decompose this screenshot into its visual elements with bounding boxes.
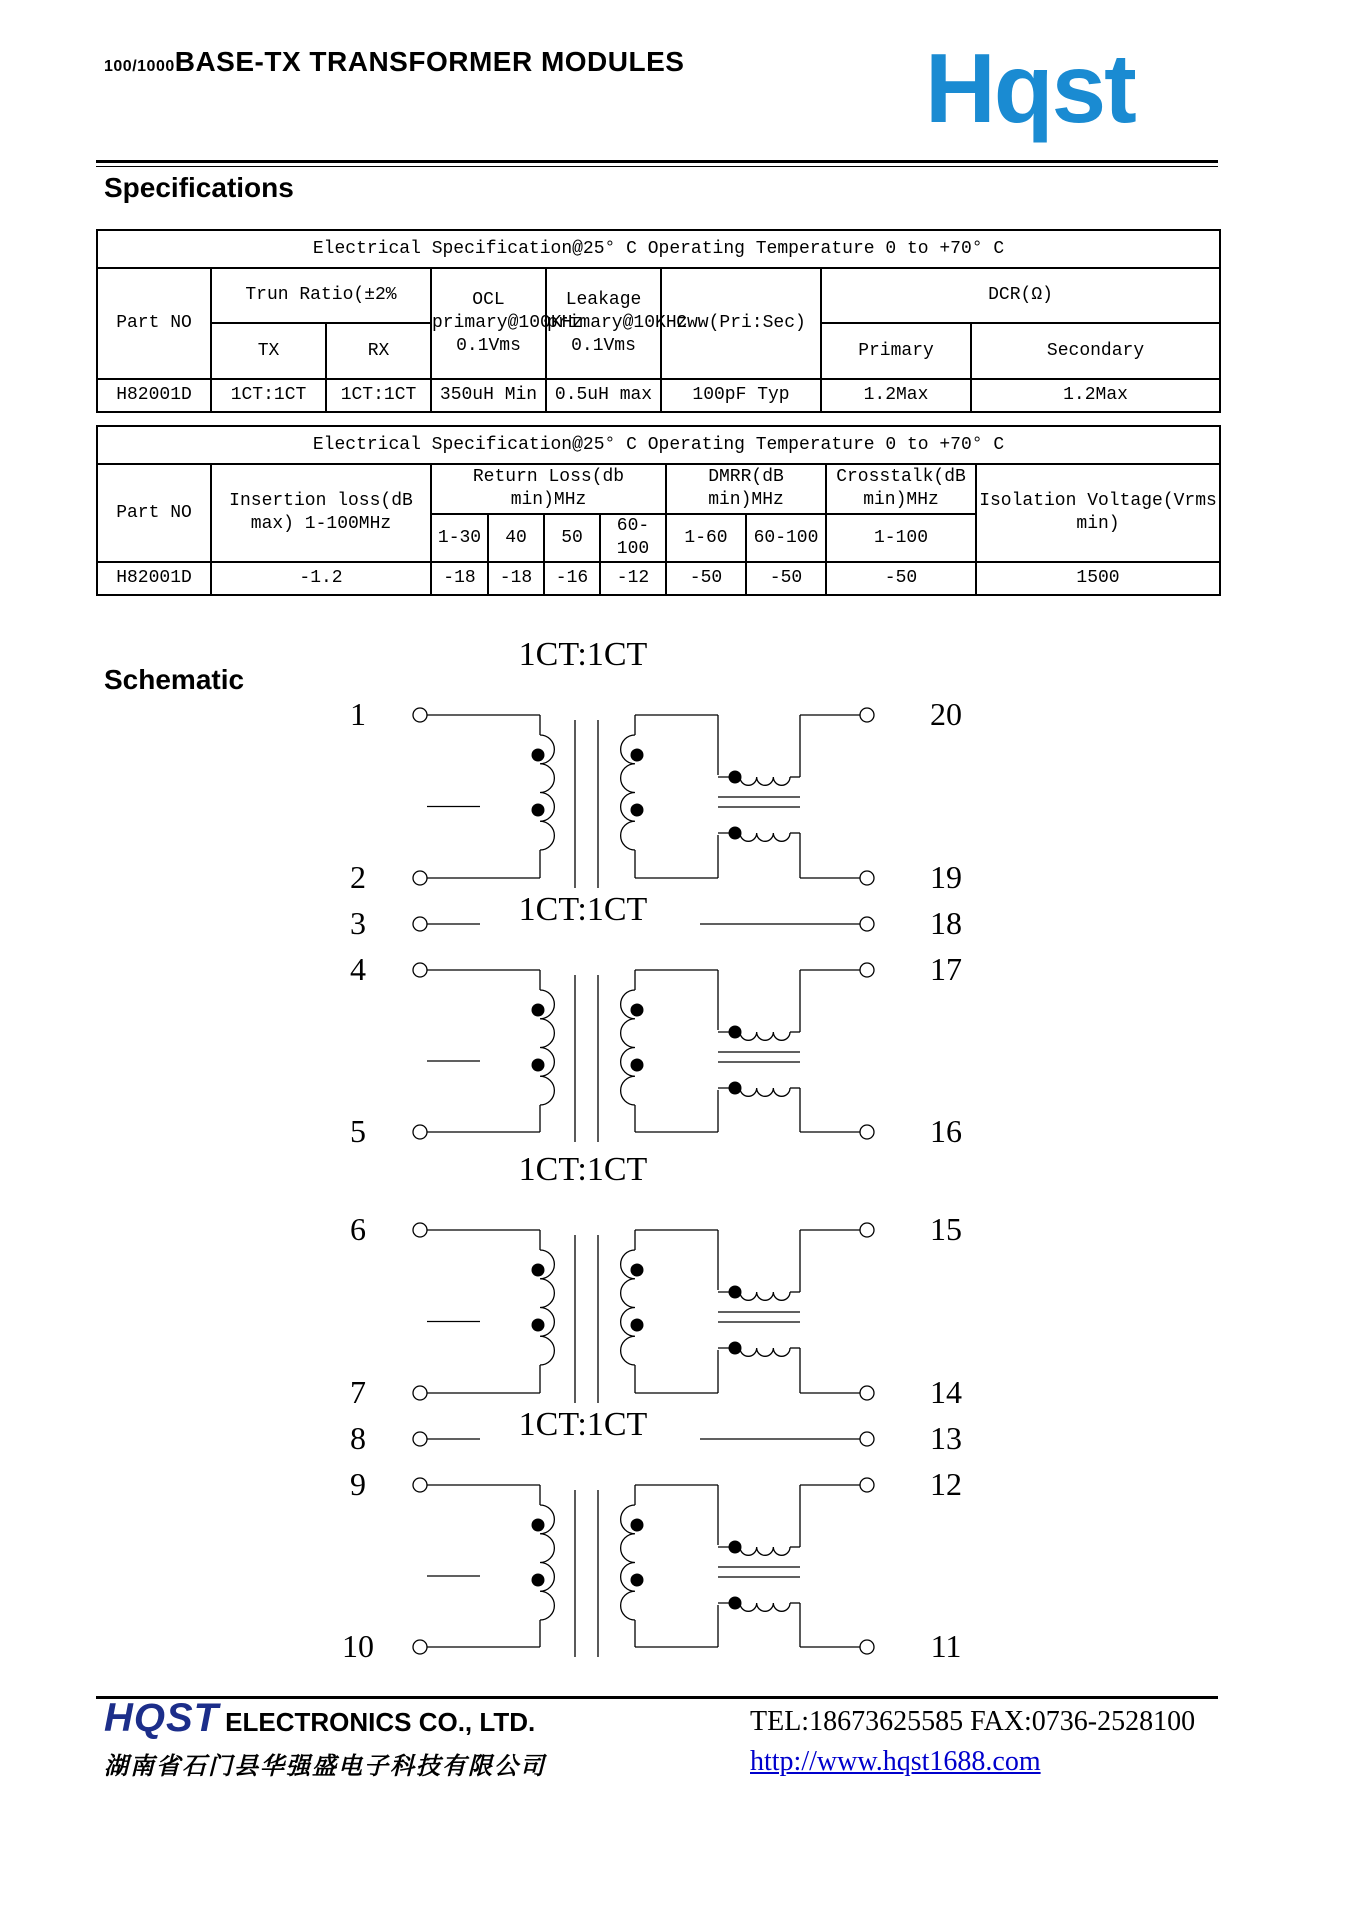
pin-number-left: 8 <box>350 1420 366 1456</box>
cell-part: H82001D <box>97 379 211 412</box>
cell-tx: 1CT:1CT <box>211 379 326 412</box>
cell-insertion: -1.2 <box>211 562 431 595</box>
dmrr-sub-2: 60-100 <box>746 514 826 562</box>
cell-ret-1: -18 <box>431 562 488 595</box>
pin-terminal <box>860 963 874 977</box>
pin-terminal <box>413 1386 427 1400</box>
cell-primary: 1.2Max <box>821 379 971 412</box>
pin-terminal <box>413 1640 427 1654</box>
header-rule-thin <box>96 166 1218 167</box>
schematic-diagram <box>330 636 1030 1670</box>
table2-col-part: Part NO <box>97 464 211 562</box>
hqst-logo <box>925 33 1185 150</box>
pin-terminal <box>413 871 427 885</box>
choke-winding <box>740 777 790 785</box>
choke-winding <box>740 1032 790 1040</box>
pin-number-left: 1 <box>350 696 366 732</box>
choke-winding <box>740 1088 790 1096</box>
cell-secondary: 1.2Max <box>971 379 1220 412</box>
polarity-dot <box>532 1004 545 1017</box>
specifications-heading: Specifications <box>104 172 294 203</box>
pin-terminal <box>413 1432 427 1446</box>
choke-winding <box>740 1547 790 1555</box>
turns-ratio-label: 1CT:1CT <box>518 1406 648 1443</box>
pin-number-right: 20 <box>930 696 962 732</box>
pin-terminal <box>860 1386 874 1400</box>
table1-col-ocl: OCL primary@100KHz 0.1Vms <box>431 268 546 379</box>
footer-chinese-name: 湖南省石门县华强盛电子科技有限公司 <box>104 1753 546 1780</box>
polarity-dot <box>532 804 545 817</box>
polarity-dot <box>532 1264 545 1277</box>
pin-terminal <box>413 1125 427 1139</box>
pin-number-left: 10 <box>342 1628 374 1664</box>
pin-terminal <box>860 1223 874 1237</box>
table1-col-tx: TX <box>211 323 326 379</box>
dmrr-sub-1: 1-60 <box>666 514 746 562</box>
cell-ret-2: -18 <box>488 562 544 595</box>
turns-ratio-label: 1CT:1CT <box>518 636 648 673</box>
pin-number-right: 12 <box>930 1466 962 1502</box>
footer-brand <box>104 1696 535 1741</box>
polarity-dot <box>631 1519 644 1532</box>
polarity-dot <box>631 1574 644 1587</box>
table1-caption: Electrical Specification@25° C Operating Temperature 0 to +70° C <box>97 230 1220 268</box>
cross-sub: 1-100 <box>826 514 976 562</box>
ret-sub-3: 50 <box>544 514 600 562</box>
footer-website-link[interactable]: http://www.hqst1688.com <box>750 1746 1041 1777</box>
electrical-spec-table-1 <box>96 229 1221 413</box>
table2-col-insertion: Insertion loss(dB max) 1-100MHz <box>211 464 431 562</box>
pin-terminal <box>860 917 874 931</box>
table-row <box>97 379 1220 412</box>
cell-cww: 100pF Typ <box>661 379 821 412</box>
pin-number-right: 19 <box>930 859 962 895</box>
pin-number-left: 6 <box>350 1211 366 1247</box>
cell-rx: 1CT:1CT <box>326 379 431 412</box>
polarity-dot <box>631 1264 644 1277</box>
pin-terminal <box>860 1125 874 1139</box>
pin-number-left: 5 <box>350 1113 366 1149</box>
polarity-dot <box>532 749 545 762</box>
pin-terminal <box>860 708 874 722</box>
choke-winding <box>740 1348 790 1356</box>
pin-number-right: 11 <box>930 1628 962 1664</box>
pin-terminal <box>413 963 427 977</box>
pin-number-left: 3 <box>350 905 366 941</box>
cell-dmrr-2: -50 <box>746 562 826 595</box>
table1-col-rx: RX <box>326 323 431 379</box>
pin-terminal <box>860 1478 874 1492</box>
table2-col-crosstalk: Crosstalk(dB min)MHz <box>826 464 976 514</box>
turns-ratio-label: 1CT:1CT <box>518 891 648 928</box>
pin-number-right: 17 <box>930 951 962 987</box>
pin-terminal <box>860 871 874 885</box>
pin-number-left: 9 <box>350 1466 366 1502</box>
pin-number-left: 7 <box>350 1374 366 1410</box>
pin-number-left: 2 <box>350 859 366 895</box>
ret-sub-4: 60-100 <box>600 514 666 562</box>
cell-ocl: 350uH Min <box>431 379 546 412</box>
document-title <box>104 46 684 78</box>
turns-ratio-label: 1CT:1CT <box>518 1151 648 1188</box>
table-row <box>97 562 1220 595</box>
polarity-dot <box>532 1059 545 1072</box>
table2-col-dmrr: DMRR(dB min)MHz <box>666 464 826 514</box>
pin-number-left: 4 <box>350 951 366 987</box>
table1-col-dcr: DCR(Ω) <box>821 268 1220 323</box>
cell-dmrr-1: -50 <box>666 562 746 595</box>
footer-tel-fax: TEL:18673625585 FAX:0736-2528100 <box>750 1706 1196 1737</box>
header-rule <box>96 160 1218 163</box>
polarity-dot <box>631 1319 644 1332</box>
title-prefix: 100/1000 <box>104 58 175 75</box>
cell-ret-3: -16 <box>544 562 600 595</box>
svg-text:Hqst: Hqst <box>925 33 1135 143</box>
table1-col-leak: Leakage primary@10KHz 0.1Vms <box>546 268 661 379</box>
cell-crosstalk: -50 <box>826 562 976 595</box>
polarity-dot <box>532 1574 545 1587</box>
table2-caption: Electrical Specification@25° C Operating Temperature 0 to +70° C <box>97 426 1220 464</box>
footer-brand-mark: HQST <box>104 1696 220 1740</box>
polarity-dot <box>631 749 644 762</box>
pin-number-right: 15 <box>930 1211 962 1247</box>
choke-winding <box>740 833 790 841</box>
pin-terminal <box>413 708 427 722</box>
pin-terminal <box>413 1223 427 1237</box>
polarity-dot <box>631 804 644 817</box>
cell-leak: 0.5uH max <box>546 379 661 412</box>
table2-col-return: Return Loss(db min)MHz <box>431 464 666 514</box>
pin-terminal <box>860 1640 874 1654</box>
table1-col-part: Part NO <box>97 268 211 379</box>
pin-number-right: 16 <box>930 1113 962 1149</box>
schematic-heading: Schematic <box>104 664 245 695</box>
cell-part: H82001D <box>97 562 211 595</box>
table1-col-primary: Primary <box>821 323 971 379</box>
polarity-dot <box>631 1004 644 1017</box>
choke-winding <box>740 1603 790 1611</box>
pin-number-right: 18 <box>930 905 962 941</box>
ret-sub-1: 1-30 <box>431 514 488 562</box>
choke-winding <box>740 1292 790 1300</box>
pin-number-right: 14 <box>930 1374 962 1410</box>
pin-terminal <box>413 1478 427 1492</box>
pin-terminal <box>413 917 427 931</box>
polarity-dot <box>532 1319 545 1332</box>
electrical-spec-table-2 <box>96 425 1221 596</box>
cell-ret-4: -12 <box>600 562 666 595</box>
table2-col-isolation: Isolation Voltage(Vrms min) <box>976 464 1220 562</box>
polarity-dot <box>631 1059 644 1072</box>
cell-isolation: 1500 <box>976 562 1220 595</box>
pin-number-right: 13 <box>930 1420 962 1456</box>
table1-col-cww: Cww(Pri:Sec) <box>661 268 821 379</box>
footer-company: ELECTRONICS CO., LTD. <box>225 1707 536 1737</box>
title-main: BASE-TX TRANSFORMER MODULES <box>174 46 685 77</box>
table1-col-secondary: Secondary <box>971 323 1220 379</box>
pin-terminal <box>860 1432 874 1446</box>
ret-sub-2: 40 <box>488 514 544 562</box>
table1-col-turn: Trun Ratio(±2% <box>211 268 431 323</box>
polarity-dot <box>532 1519 545 1532</box>
